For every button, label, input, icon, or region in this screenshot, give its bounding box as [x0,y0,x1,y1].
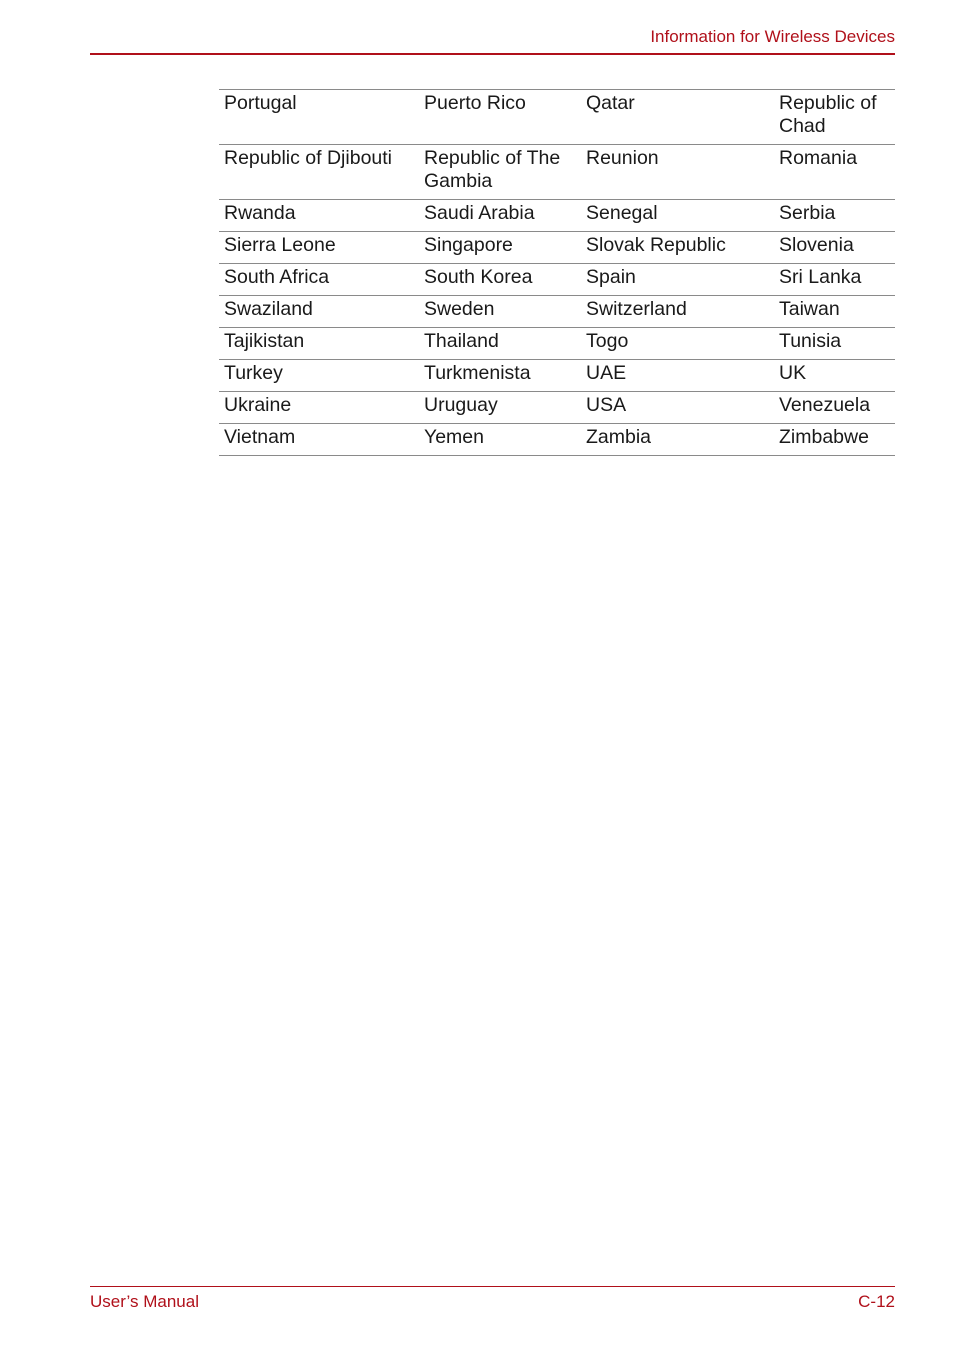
table-cell: Reunion [581,145,774,200]
running-header-title: Information for Wireless Devices [650,27,895,46]
table-cell: Senegal [581,200,774,232]
table-row [219,328,895,360]
table-cell: South Africa [219,264,419,296]
table-cell: Vietnam [219,424,419,456]
table-cell: Venezuela [774,392,895,424]
table-cell: Republic of The Gambia [419,145,581,200]
table-row [219,264,895,296]
table-cell: Puerto Rico [419,90,581,145]
table-cell: Yemen [419,424,581,456]
table-cell: UAE [581,360,774,392]
table-cell: Sweden [419,296,581,328]
table-cell: Republic of Djibouti [219,145,419,200]
table-cell: Spain [581,264,774,296]
table-cell: Qatar [581,90,774,145]
table-cell: Taiwan [774,296,895,328]
table-row [219,145,895,200]
table-cell: Romania [774,145,895,200]
table-cell: UK [774,360,895,392]
table-cell: Turkey [219,360,419,392]
table-row [219,200,895,232]
table-cell: Slovak Republic [581,232,774,264]
page-number: C-12 [858,1292,895,1311]
table-cell: Slovenia [774,232,895,264]
table-cell: Republic of Chad [774,90,895,145]
footer-manual-title: User’s Manual [90,1292,199,1311]
table-cell: Sierra Leone [219,232,419,264]
table-cell: Zimbabwe [774,424,895,456]
table-cell: USA [581,392,774,424]
table-cell: Rwanda [219,200,419,232]
table-row [219,232,895,264]
header-divider [90,53,895,55]
table-cell: Zambia [581,424,774,456]
table-cell: Uruguay [419,392,581,424]
table-cell: Portugal [219,90,419,145]
table-cell: Switzerland [581,296,774,328]
table-cell: South Korea [419,264,581,296]
table-cell: Togo [581,328,774,360]
country-table [219,89,895,456]
table-cell: Thailand [419,328,581,360]
table-row [219,296,895,328]
table-cell: Tajikistan [219,328,419,360]
table-row [219,392,895,424]
table-cell: Ukraine [219,392,419,424]
table-row [219,90,895,145]
table-row [219,424,895,456]
table-cell: Saudi Arabia [419,200,581,232]
table-cell: Sri Lanka [774,264,895,296]
table-cell: Swaziland [219,296,419,328]
footer-divider [90,1286,895,1287]
table-cell: Singapore [419,232,581,264]
table-row [219,360,895,392]
table-cell: Turkmenista [419,360,581,392]
table-cell: Tunisia [774,328,895,360]
table-cell: Serbia [774,200,895,232]
